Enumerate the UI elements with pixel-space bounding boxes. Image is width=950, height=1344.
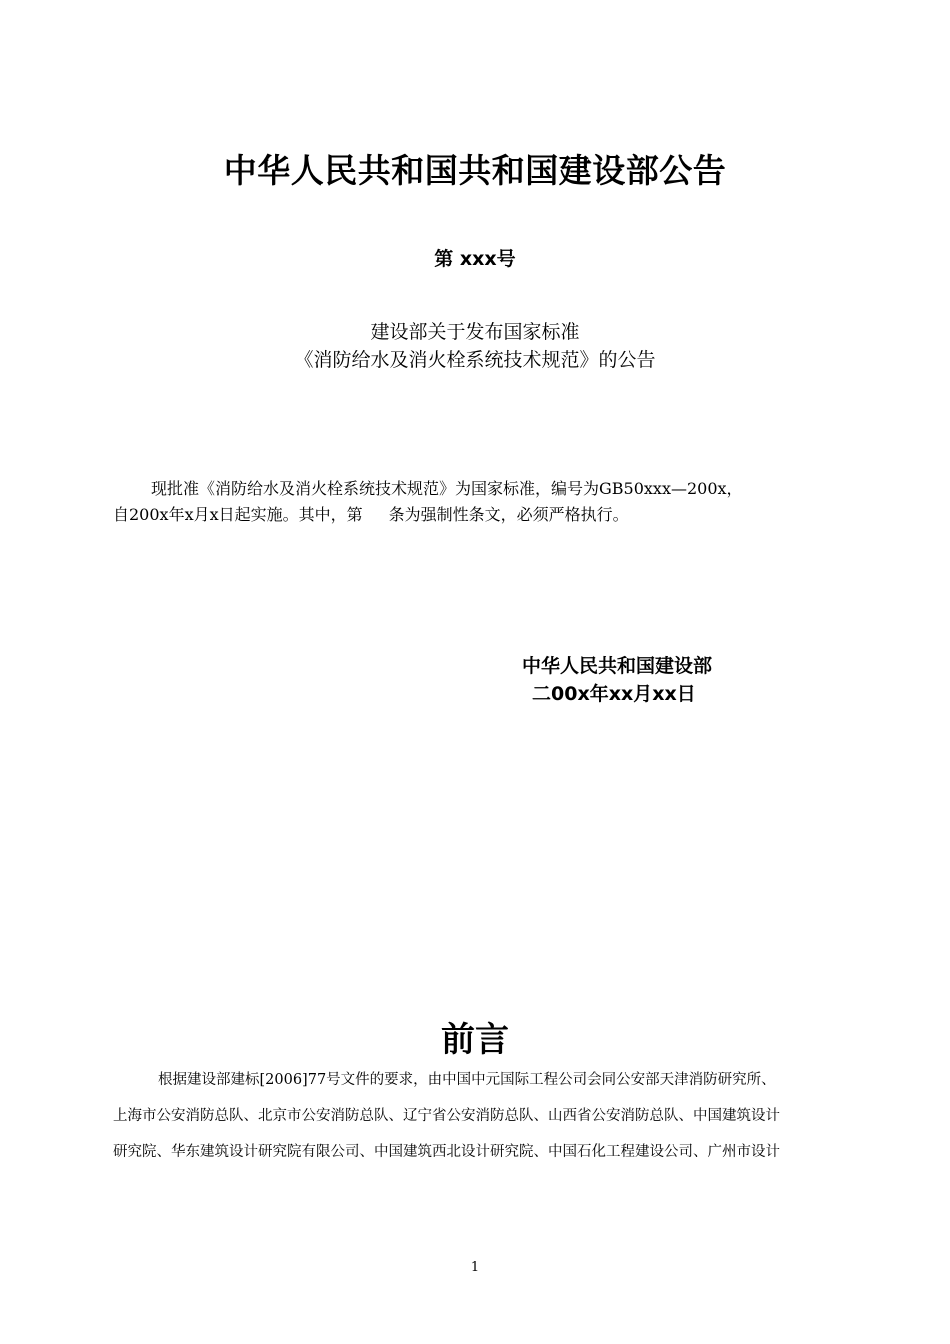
body-line-1: 现批准《消防给水及消火栓系统技术规范》为国家标准，编号为GB50xxx—200x， xyxy=(151,479,743,498)
announcement-subtitle xyxy=(0,318,950,374)
signature-block xyxy=(522,652,712,708)
body-line-2-part-1: 自200x年x月x日起实施。其中，第 xyxy=(113,505,363,524)
page-number: 1 xyxy=(470,1260,480,1275)
announcement-title: 中华人民共和国共和国建设部公告 xyxy=(223,151,727,190)
body-line-2 xyxy=(113,502,865,528)
preface-line-2: 上海市公安消防总队、北京市公安消防总队、辽宁省公安消防总队、山西省公安消防总队、中国建筑设计 xyxy=(113,1108,780,1124)
announcement-number: 第 xxx号 xyxy=(434,248,516,270)
subtitle-line-1: 建设部关于发布国家标准 xyxy=(370,321,580,343)
announcement-body xyxy=(113,476,865,528)
issuer-name: 中华人民共和国建设部 xyxy=(522,655,713,677)
issue-date: 二00x年xx月xx日 xyxy=(532,683,696,705)
body-line-2-part-2: 条为强制性条文，必须严格执行。 xyxy=(388,505,629,524)
preface-body xyxy=(113,1062,865,1170)
preface-line-3: 研究院、华东建筑设计研究院有限公司、中国建筑西北设计研究院、中国石化工程建设公司、广州市设计 xyxy=(113,1144,780,1160)
preface-title: 前言 xyxy=(441,1020,509,1060)
preface-line-1: 根据建设部建标[2006]77号文件的要求，由中国中元国际工程公司会同公安部天津消防研究所、 xyxy=(158,1072,776,1088)
subtitle-line-2: 《消防给水及消火栓系统技术规范》的公告 xyxy=(294,349,656,371)
